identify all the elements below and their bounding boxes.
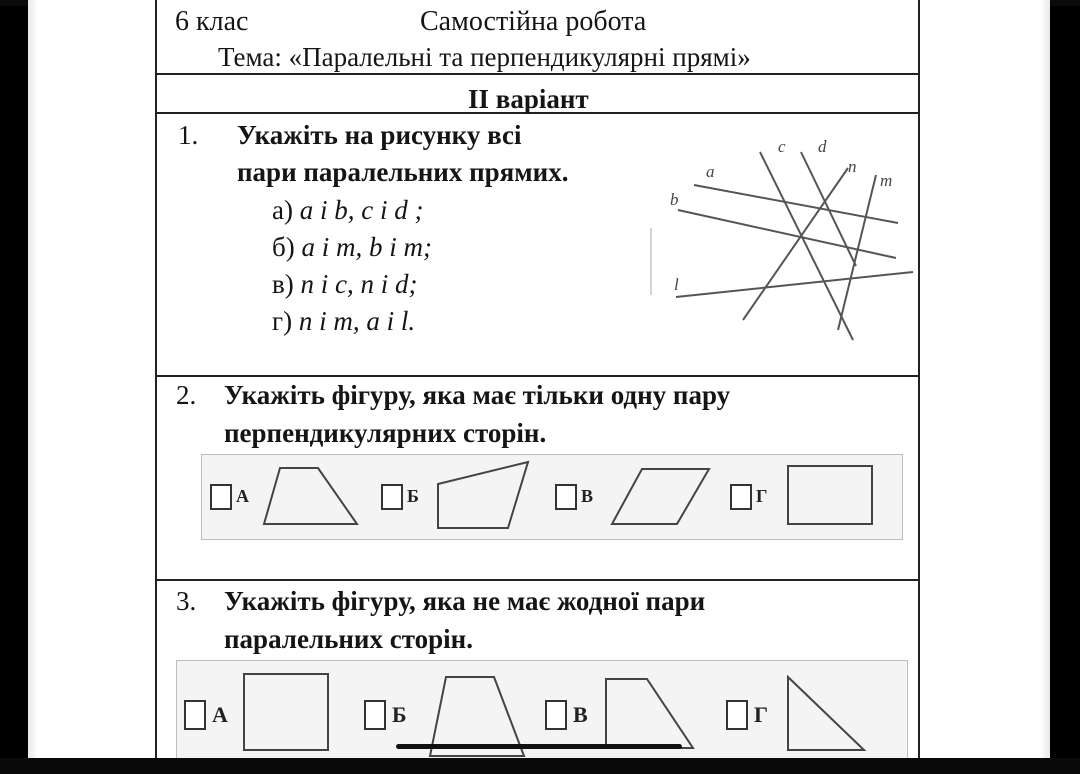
- q2-text-line1: Укажіть фігуру, яка має тільки одну пару: [224, 380, 731, 410]
- q1-option-b[interactable]: [272, 232, 432, 263]
- q1-option-c-prefix: в): [272, 269, 301, 299]
- q3-text-line1: Укажіть фігуру, яка не має жодної пари: [224, 586, 706, 616]
- worksheet-page: [28, 0, 1050, 758]
- q1-lines-figure: [638, 130, 918, 345]
- q2-checkbox-a[interactable]: [210, 484, 232, 510]
- q2-choice-a-label: А: [236, 486, 249, 506]
- q3-checkbox-a[interactable]: [184, 700, 206, 730]
- label-m: m: [880, 171, 893, 190]
- q2-shape-c-parallelogram: [610, 466, 712, 528]
- label-c: c: [778, 137, 786, 156]
- q1-text-line2: пари паралельних прямих.: [237, 157, 569, 187]
- q3-choice-b-label: Б: [392, 702, 407, 727]
- divider-header: [155, 73, 920, 75]
- q1-number: 1.: [178, 120, 199, 150]
- label-a: a: [706, 162, 715, 181]
- left-page-edge: [28, 0, 38, 758]
- q2-checkbox-d[interactable]: [730, 484, 752, 510]
- divider-q1: [155, 375, 920, 377]
- q3-choice-a-label: А: [212, 702, 228, 727]
- line-a: [694, 185, 898, 223]
- q2-checkbox-b[interactable]: [381, 484, 403, 510]
- q3-checkbox-d[interactable]: [726, 700, 748, 730]
- q2-choice-d-label: Г: [756, 486, 768, 506]
- q2-text-line2: перпендикулярних сторін.: [224, 418, 547, 448]
- q2-checkbox-c[interactable]: [555, 484, 577, 510]
- q1-option-c-text: n і c, n і d;: [300, 269, 418, 299]
- q2-number: 2.: [176, 380, 197, 410]
- topic-line: Тема: «Паралельні та перпендикулярні прямі»: [218, 42, 751, 72]
- q1-text-line1: Укажіть на рисунку всі: [237, 120, 522, 150]
- q1-option-c[interactable]: [272, 269, 417, 300]
- q2-shape-d-rectangle: [786, 464, 876, 528]
- home-indicator[interactable]: [396, 744, 682, 749]
- q2-shape-a-trapezoid: [262, 464, 362, 528]
- q3-text-line2: паралельних сторін.: [224, 624, 473, 654]
- q1-option-a-prefix: а): [272, 195, 300, 225]
- q1-option-d[interactable]: [272, 306, 415, 337]
- q3-checkbox-c[interactable]: [545, 700, 567, 730]
- grade-label: 6 клас: [175, 6, 249, 37]
- q2-choice-c-label: В: [581, 486, 594, 506]
- q3-shape-a-square: [242, 672, 332, 752]
- q3-shape-d-triangle: [786, 674, 868, 754]
- label-l: l: [674, 275, 679, 294]
- line-l: [676, 272, 913, 297]
- q3-checkbox-b[interactable]: [364, 700, 386, 730]
- q1-option-b-text: a і m, b і m;: [301, 232, 432, 262]
- q1-option-b-prefix: б): [272, 232, 302, 262]
- label-d: d: [818, 137, 827, 156]
- q1-option-d-prefix: г): [272, 306, 299, 336]
- q1-option-a[interactable]: [272, 195, 423, 226]
- q3-choice-d-label: Г: [754, 702, 768, 727]
- q3-number: 3.: [176, 586, 197, 616]
- q3-choice-c-label: В: [573, 702, 588, 727]
- q1-option-d-text: n і m, a і l.: [298, 306, 416, 336]
- q1-option-a-text: a і b, c і d ;: [299, 195, 424, 225]
- label-n: n: [848, 157, 857, 176]
- q2-choice-b-label: Б: [407, 486, 419, 506]
- right-page-edge: [1040, 0, 1050, 758]
- variant-label: II варіант: [468, 84, 589, 114]
- bottom-black-bar: [0, 758, 1080, 774]
- worksheet-title: Самостійна робота: [420, 6, 647, 37]
- q2-shape-b-quadrilateral: [436, 460, 531, 532]
- label-b: b: [670, 190, 679, 209]
- divider-q2: [155, 579, 920, 581]
